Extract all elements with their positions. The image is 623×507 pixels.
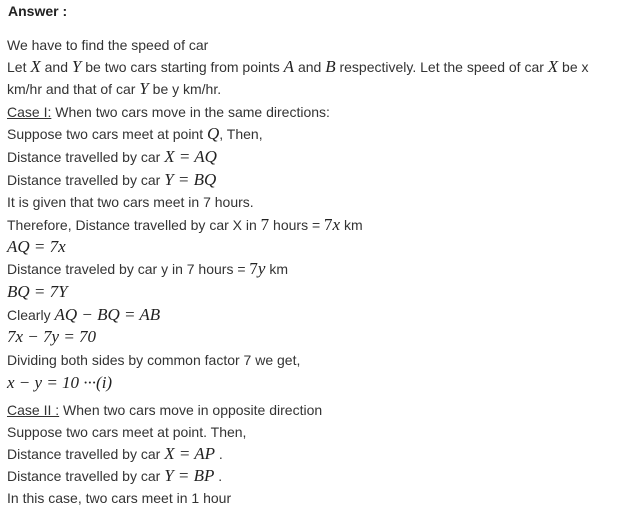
line-dividing: Dividing both sides by common factor 7 we get, (7, 352, 301, 368)
line-suppose-meet: Suppose two cars meet at point. Then, (7, 424, 247, 440)
equation-bq: BQ = 7Y (7, 282, 68, 301)
case-2-label: Case II : (7, 402, 60, 418)
line-speeds: km/hr and that of car Y be y km/hr. (7, 79, 222, 98)
case-1-label: Case I: (7, 104, 52, 120)
equation-7x-7y: 7x − 7y = 70 (7, 327, 97, 346)
answer-heading: Answer : (8, 3, 68, 19)
line-distance-x: Distance travelled by car X = AQ (7, 147, 217, 166)
line-given-7-hours: It is given that two cars meet in 7 hours. (7, 194, 254, 210)
line-therefore: Therefore, Distance travelled by car X in 7 hours = 7x km (7, 215, 363, 234)
line-case-2: Case II : When two cars move in opposite direction (7, 402, 323, 418)
line-distance-y-7h: Distance traveled by car y in 7 hours = 7y km (7, 259, 289, 278)
line-let-cars: Let X and Y be two cars starting from points A and B respectively. Let the speed of car X be x (7, 57, 589, 76)
line-distance-y: Distance travelled by car Y = BQ (7, 170, 217, 189)
line-distance-x-ap: Distance travelled by car X = AP . (7, 444, 223, 463)
equation-i: x − y = 10 ···(i) (7, 373, 113, 392)
line-case-1: Case I: When two cars move in the same directions: (7, 104, 330, 120)
line-clearly: Clearly AQ − BQ = AB (7, 305, 161, 324)
line-distance-y-bp: Distance travelled by car Y = BP . (7, 466, 223, 485)
line-intro: We have to find the speed of car (7, 37, 209, 53)
equation-aq: AQ = 7x (7, 237, 66, 256)
line-meet-point-q: Suppose two cars meet at point Q, Then, (7, 124, 263, 143)
line-one-hour: In this case, two cars meet in 1 hour (7, 490, 232, 506)
